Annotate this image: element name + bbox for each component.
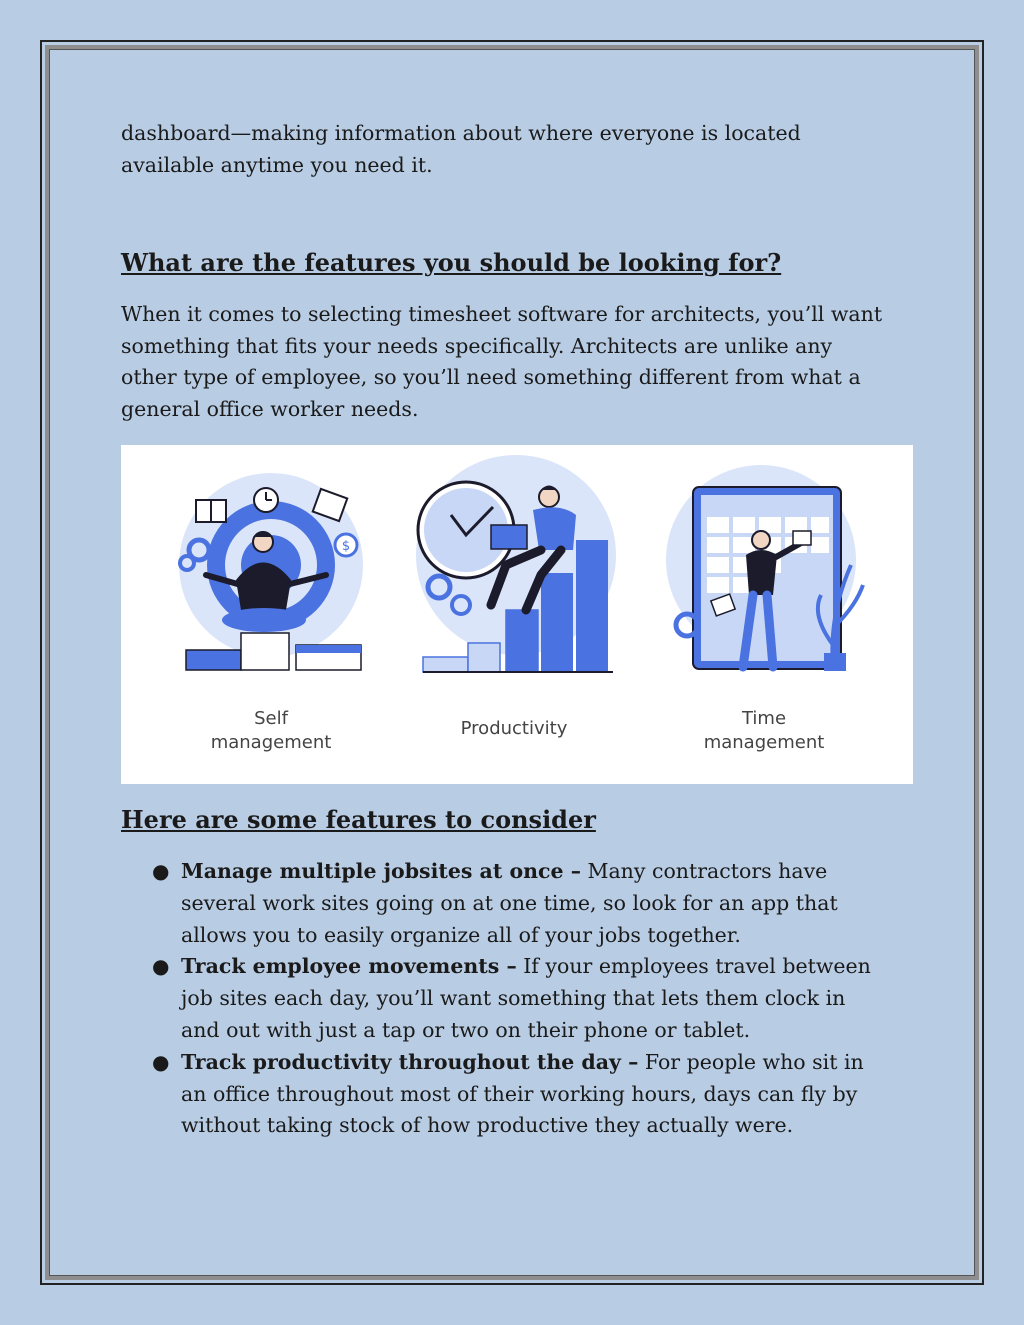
label-line: Self bbox=[254, 708, 288, 729]
bullet-icon: ● bbox=[152, 954, 170, 979]
label-line: Time bbox=[741, 708, 787, 729]
feature-title: Track productivity throughout the day – bbox=[181, 1049, 639, 1074]
time-management-art bbox=[666, 465, 863, 671]
label-line: management bbox=[703, 732, 825, 753]
bullet-icon: ● bbox=[152, 1049, 170, 1074]
list-item bbox=[152, 856, 886, 951]
feature-text: For people who sit in an office throughout most of their working hours, days can fly by without taking stock of how productive they actually were. bbox=[181, 1049, 864, 1138]
feature-title: Track employee movements – bbox=[181, 954, 517, 979]
document-content bbox=[121, 118, 891, 1142]
svg-text:$: $ bbox=[341, 539, 351, 554]
productivity-art bbox=[416, 455, 616, 673]
selecting-paragraph: When it comes to selecting timesheet software for architects, you’ll want something that fits your needs specifically. Architects are unlike any other type of employee, so you’ll need something different from what a general office worker needs. bbox=[121, 302, 883, 421]
label-productivity bbox=[414, 717, 614, 741]
label-time-management bbox=[664, 707, 864, 755]
intro-paragraph: dashboard—making information about where everyone is located available anytime you need it. bbox=[121, 121, 801, 177]
label-self-management bbox=[171, 707, 371, 755]
consider-heading: Here are some features to consider bbox=[121, 805, 596, 834]
list-item bbox=[152, 951, 886, 1046]
list-item bbox=[152, 1047, 886, 1142]
feature-text: Many contractors have several work sites going on at one time, so look for an app that allows you to easily organize all of your jobs together. bbox=[181, 859, 838, 947]
features-illustration bbox=[121, 445, 913, 784]
self-management-art bbox=[179, 473, 363, 670]
label-line: management bbox=[210, 732, 332, 753]
label-line: Productivity bbox=[460, 718, 568, 739]
feature-title: Manage multiple jobsites at once – bbox=[181, 859, 581, 883]
bullet-icon: ● bbox=[152, 859, 170, 883]
features-list bbox=[121, 856, 891, 1142]
feature-text: If your employees travel between job sites each day, you’ll want something that lets them clock in and out with just a tap or two on their phone or tablet. bbox=[181, 954, 871, 1042]
features-heading: What are the features you should be looking for? bbox=[121, 248, 782, 277]
